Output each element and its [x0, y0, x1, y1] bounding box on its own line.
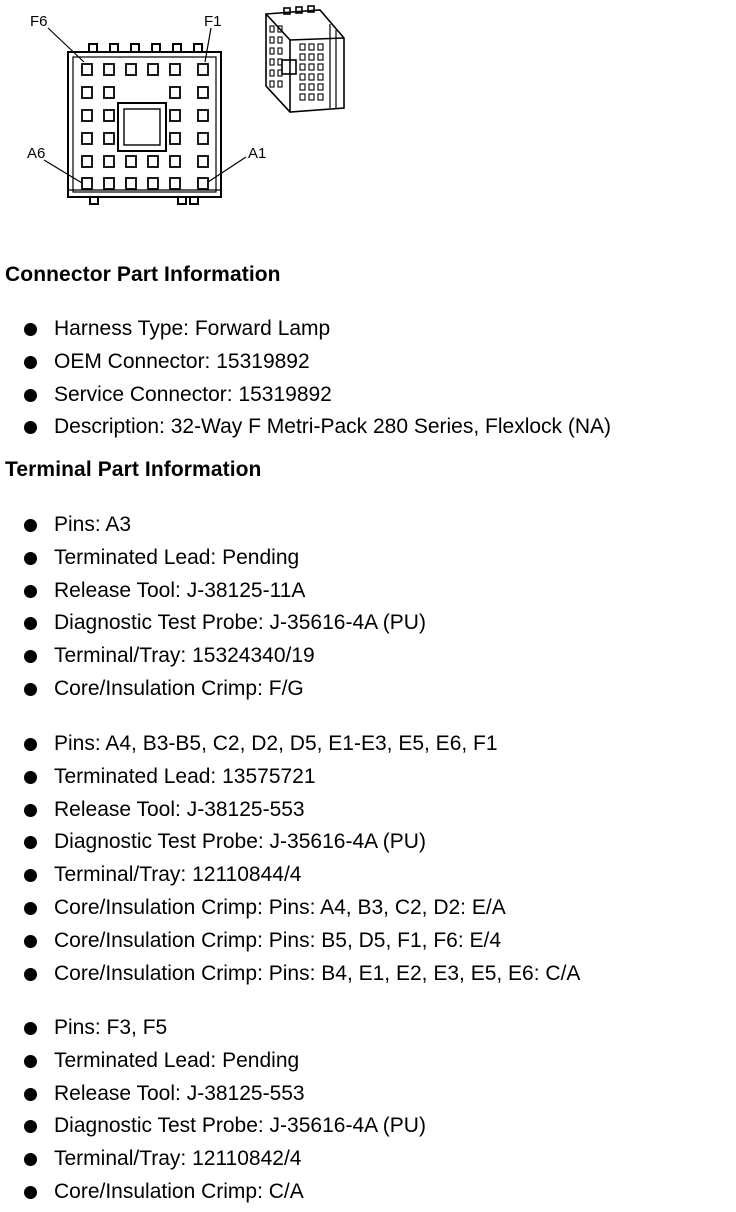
list-item — [0, 958, 736, 991]
list-item-text: OEM Connector: 15319892 — [54, 349, 310, 373]
list-item — [0, 673, 736, 706]
bullet-icon — [24, 771, 37, 784]
bullet-icon — [24, 356, 37, 369]
bullet-icon — [24, 968, 37, 981]
terminal-part-list-1 — [0, 509, 736, 706]
list-item-text: Terminated Lead: Pending — [54, 1048, 300, 1072]
connector-part-heading: Connector Part Information — [5, 263, 281, 286]
cavity — [198, 64, 208, 75]
bullet-icon — [24, 1153, 37, 1166]
cavity — [104, 64, 114, 75]
list-item-text: Release Tool: J-38125-553 — [54, 797, 305, 821]
cavity — [170, 87, 180, 98]
cavity — [198, 133, 208, 144]
list-item-text: Release Tool: J-38125-11A — [54, 578, 306, 602]
callout-a1: A1 — [248, 145, 267, 162]
list-item — [0, 859, 736, 892]
list-item-text: Core/Insulation Crimp: C/A — [54, 1179, 304, 1203]
callout-f6: F6 — [30, 13, 48, 30]
list-item — [0, 1143, 736, 1176]
callout-f1: F1 — [204, 13, 222, 30]
list-item — [0, 1045, 736, 1078]
terminal-part-heading: Terminal Part Information — [5, 458, 262, 481]
list-item — [0, 313, 736, 346]
bullet-icon — [24, 519, 37, 532]
bullet-icon — [24, 1088, 37, 1101]
cavity — [148, 178, 158, 189]
list-item — [0, 379, 736, 412]
list-item-text: Core/Insulation Crimp: Pins: B4, E1, E2, E3, E5, E6: C/A — [54, 961, 581, 985]
list-item — [0, 509, 736, 542]
list-item — [0, 542, 736, 575]
bullet-icon — [24, 323, 37, 336]
list-item-text: Terminal/Tray: 12110842/4 — [54, 1147, 302, 1171]
bullet-icon — [24, 738, 37, 751]
list-item — [0, 411, 736, 444]
list-item-text: Description: 32-Way F Metri-Pack 280 Series, Flexlock (NA) — [54, 415, 612, 439]
list-item — [0, 607, 736, 640]
cavity — [170, 133, 180, 144]
connector-diagram — [0, 0, 360, 220]
cavity — [82, 133, 92, 144]
terminal-part-list-2 — [0, 728, 736, 990]
list-item-text: Diagnostic Test Probe: J-35616-4A (PU) — [54, 611, 426, 635]
list-item-text: Terminal/Tray: 12110844/4 — [54, 863, 302, 887]
list-item — [0, 728, 736, 761]
list-item-text: Core/Insulation Crimp: F/G — [54, 676, 304, 700]
bullet-icon — [24, 836, 37, 849]
list-item — [0, 640, 736, 673]
cavity — [104, 156, 114, 167]
cavity — [170, 64, 180, 75]
callout-a6: A6 — [27, 145, 46, 162]
list-item-text: Terminal/Tray: 15324340/19 — [54, 644, 315, 668]
bullet-icon — [24, 1055, 37, 1068]
bullet-icon — [24, 902, 37, 915]
list-item — [0, 794, 736, 827]
list-item-text: Service Connector: 15319892 — [54, 382, 332, 406]
cavity — [126, 156, 136, 167]
list-item-text: Diagnostic Test Probe: J-35616-4A (PU) — [54, 1114, 426, 1138]
bullet-icon — [24, 1120, 37, 1133]
list-item-text: Terminated Lead: Pending — [54, 545, 300, 569]
list-item-text: Pins: A3 — [54, 513, 132, 536]
bullet-icon — [24, 552, 37, 565]
bullet-icon — [24, 421, 37, 434]
cavity — [198, 110, 208, 121]
cavity — [104, 87, 114, 98]
list-item-text: Terminated Lead: 13575721 — [54, 764, 316, 788]
cavity — [170, 178, 180, 189]
list-item — [0, 575, 736, 608]
list-item — [0, 826, 736, 859]
cavity — [126, 64, 136, 75]
list-item — [0, 761, 736, 794]
bullet-icon — [24, 389, 37, 402]
list-item-text: Pins: F3, F5 — [54, 1016, 168, 1039]
cavity — [104, 178, 114, 189]
cavity — [82, 178, 92, 189]
list-item — [0, 1078, 736, 1111]
cavity — [198, 87, 208, 98]
cavity — [104, 110, 114, 121]
terminal-part-list-3 — [0, 1012, 736, 1209]
list-item — [0, 1012, 736, 1045]
cavity — [82, 64, 92, 75]
bullet-icon — [24, 869, 37, 882]
cavity — [198, 156, 208, 167]
cavity — [198, 178, 208, 189]
cavity — [104, 133, 114, 144]
bullet-icon — [24, 617, 37, 630]
cavity — [148, 156, 158, 167]
bullet-icon — [24, 585, 37, 598]
bullet-icon — [24, 1022, 37, 1035]
connector-part-list — [0, 313, 736, 444]
cavity — [148, 64, 158, 75]
bullet-icon — [24, 804, 37, 817]
cavity — [82, 156, 92, 167]
list-item — [0, 346, 736, 379]
bullet-icon — [24, 650, 37, 663]
cavity — [82, 87, 92, 98]
bullet-icon — [24, 683, 37, 696]
bullet-icon — [24, 1186, 37, 1199]
cavity — [126, 178, 136, 189]
list-item-text: Release Tool: J-38125-553 — [54, 1081, 305, 1105]
list-item — [0, 892, 736, 925]
list-item — [0, 1176, 736, 1209]
cavity — [82, 110, 92, 121]
list-item-text: Core/Insulation Crimp: Pins: B5, D5, F1, F6: E/4 — [54, 928, 502, 952]
cavity — [170, 110, 180, 121]
list-item-text: Diagnostic Test Probe: J-35616-4A (PU) — [54, 830, 426, 854]
list-item-text: Core/Insulation Crimp: Pins: A4, B3, C2, D2: E/A — [54, 895, 506, 919]
list-item-text: Pins: A4, B3-B5, C2, D2, D5, E1-E3, E5, E6, F1 — [54, 732, 498, 755]
list-item — [0, 1110, 736, 1143]
list-item — [0, 925, 736, 958]
cavity — [170, 156, 180, 167]
bullet-icon — [24, 935, 37, 948]
list-item-text: Harness Type: Forward Lamp — [54, 317, 331, 340]
